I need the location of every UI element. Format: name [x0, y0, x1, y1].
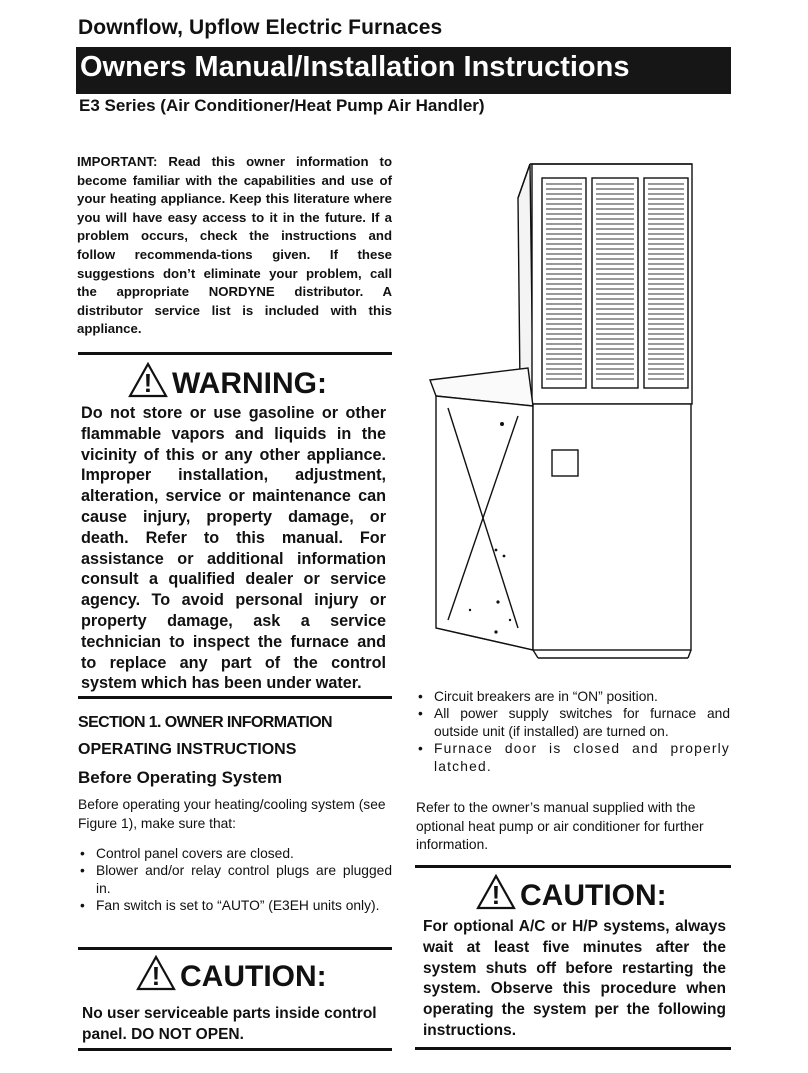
caution-left-body: No user serviceable parts inside control panel. DO NOT OPEN. — [82, 1005, 377, 1043]
checklist-left — [78, 845, 392, 915]
document-subtitle: Downflow, Upflow Electric Furnaces — [78, 16, 443, 39]
caution-left-bottom-rule — [78, 1048, 392, 1051]
caution-left-title: CAUTION: — [180, 960, 327, 993]
before-operating-text: Before operating your heating/cooling system (see Figure 1), make sure that: — [78, 797, 386, 831]
before-operating-heading: Before Operating System — [78, 768, 283, 787]
caution-triangle-icon — [136, 955, 176, 999]
list-item: • Fan switch is set to “AUTO” (E3EH units only). — [78, 897, 392, 914]
list-item: • Control panel covers are closed. — [78, 845, 392, 862]
caution-right-body: For optional A/C or H/P systems, always wait at least five minutes after the system shuts off before restarting the system. Observe this procedure when operating the system per the following instructions. — [423, 918, 726, 1039]
caution-left-top-rule — [78, 947, 392, 950]
series-title: E3 Series (Air Conditioner/Heat Pump Air Handler) — [79, 96, 485, 115]
warning-icon-mark: ! — [143, 368, 153, 398]
caution-left-heading — [136, 955, 327, 999]
caution-right-title: CAUTION: — [520, 879, 667, 912]
list-item: • Furnace door is closed and properly latched. — [416, 740, 730, 775]
important-notice: IMPORTANT: Read this owner information to become familiar with the capabilities and use of your heating appliance. Keep this literature where you will have easy access to it in the future. If a problem occurs, check the instructions and follow recommenda-tions given. If these suggestions don’t eliminate your problem, call the appropriate NORDYNE distributor. A distributor service list is included with this appliance. — [77, 154, 392, 337]
operating-instructions-heading: OPERATING INSTRUCTIONS — [78, 741, 297, 758]
list-item: • Circuit breakers are in “ON” position. — [416, 688, 730, 705]
warning-heading — [128, 362, 327, 406]
warning-bottom-rule — [78, 696, 392, 699]
document-title: Owners Manual/Installation Instructions — [80, 51, 630, 83]
list-item: • All power supply switches for furnace and outside unit (if installed) are turned on. — [416, 705, 730, 740]
caution-triangle-icon — [476, 874, 516, 918]
caution-right-top-rule — [415, 865, 731, 868]
caution-left-icon-mark: ! — [151, 961, 161, 991]
refer-text: Refer to the owner’s manual supplied with the optional heat pump or air conditioner for further information. — [416, 800, 704, 853]
caution-right-heading — [476, 874, 667, 918]
caution-right-bottom-rule — [415, 1047, 731, 1050]
checklist-right — [416, 688, 730, 775]
section-heading: SECTION 1. OWNER INFORMATION — [78, 714, 333, 731]
warning-top-rule — [78, 352, 392, 355]
furnace-illustration — [418, 158, 738, 668]
warning-title: WARNING: — [172, 367, 327, 400]
warning-triangle-icon — [128, 362, 168, 406]
list-item: • Blower and/or relay control plugs are plugged in. — [78, 862, 392, 897]
caution-right-icon-mark: ! — [491, 880, 501, 910]
warning-body: Do not store or use gasoline or other flammable vapors and liquids in the vicinity of this or any other appliance. Improper installation, adjustment, alteration, service or maintenance can cause injury, property damage, or death. Refer to this manual. For assistance or additional information consult a qualified dealer or service agency. To avoid personal injury or property damage, ask a service technician to inspect the furnace and to replace any part of the control system which has been under water. — [81, 404, 386, 693]
